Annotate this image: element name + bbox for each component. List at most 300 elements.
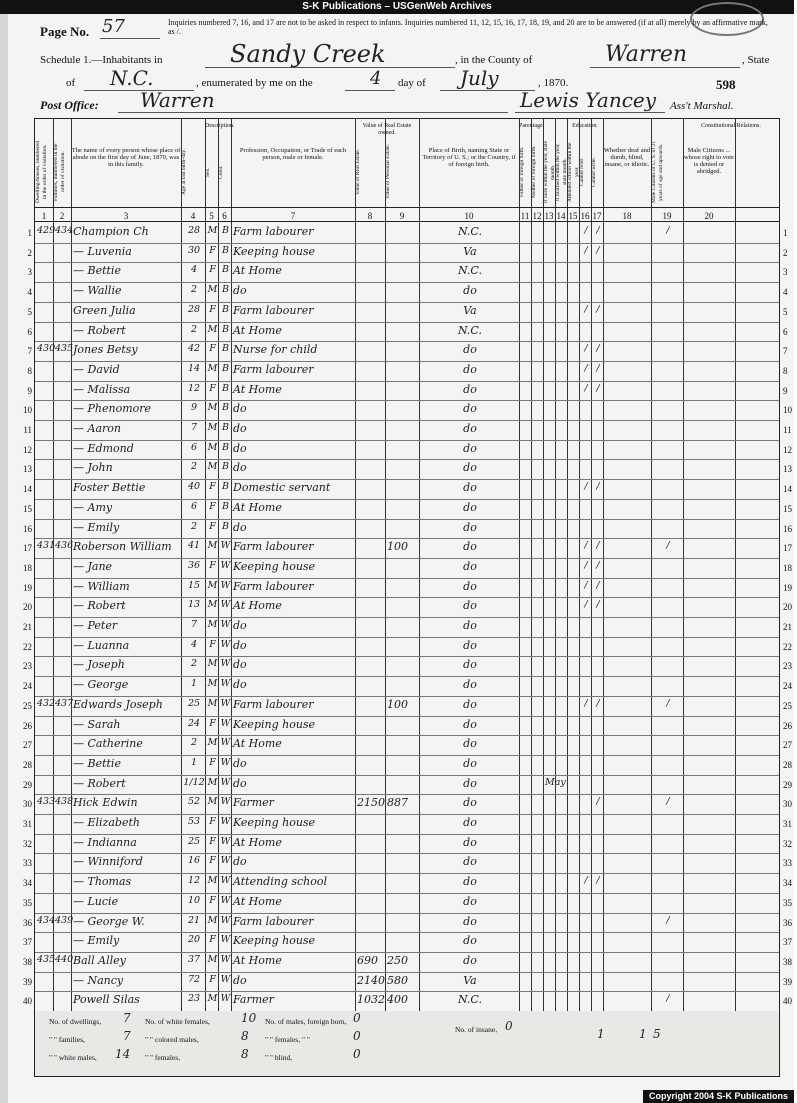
cell-name: Ball Alley (73, 953, 126, 967)
schedule-label: Schedule 1.—Inhabitants in (40, 54, 163, 66)
line-number: 25 (23, 700, 32, 711)
row-rule (35, 578, 779, 579)
line-number: 17 (23, 543, 32, 554)
cell-color: W (220, 737, 231, 749)
insane-count: 0 (505, 1019, 513, 1033)
cell-w: / (596, 559, 600, 571)
column-header-1: Dwelling-houses, numbered in the order of visitation. (35, 141, 48, 204)
cell-r: / (584, 599, 588, 611)
line-number-right: 34 (783, 878, 792, 889)
cell-occ: Keeping house (233, 559, 316, 573)
cell-color: W (220, 875, 231, 887)
colored-males-label: " " colored males, (145, 1035, 199, 1044)
cell-occ: do (233, 520, 247, 534)
cell-occ: Farm labourer (233, 303, 314, 317)
line-number-right: 2 (783, 247, 788, 258)
row-rule (35, 972, 779, 973)
cell-name: — Malissa (73, 382, 131, 396)
line-number-right: 22 (783, 641, 792, 652)
cell-occ: Keeping house (233, 934, 316, 948)
cell-color: B (222, 343, 229, 355)
line-number: 1 (27, 228, 32, 238)
white-females-count: 10 (241, 1011, 257, 1025)
cell-d: 433 (37, 796, 56, 808)
line-number-right: 19 (783, 582, 792, 593)
line-number-right: 16 (783, 523, 792, 534)
line-number-right: 15 (783, 503, 792, 514)
cell-occ: do (233, 402, 247, 416)
cell-age: 4 (190, 264, 198, 276)
column-header-2: Families, numbered in the order of visitation. (53, 143, 66, 201)
cell-re: 2150 (357, 796, 385, 810)
cell-name: — Luanna (73, 638, 130, 652)
column-divider (555, 119, 556, 1011)
row-rule (35, 755, 779, 756)
cell-color: B (222, 264, 229, 276)
cell-occ: Domestic servant (233, 481, 331, 495)
colored-females-label: " " females, (145, 1053, 181, 1062)
cell-color: W (220, 697, 231, 709)
row-rule (35, 932, 779, 933)
cell-c19: / (666, 993, 670, 1005)
line-number: 19 (23, 582, 32, 593)
cell-pe: 580 (387, 973, 408, 987)
column-number-16: 16 (580, 211, 590, 221)
cell-color: B (222, 303, 229, 315)
row-rule (35, 499, 779, 500)
column-divider (567, 119, 568, 1011)
cell-sex: F (209, 717, 216, 729)
cell-color: W (220, 914, 231, 926)
cell-birth: do (463, 855, 477, 869)
cell-sex: F (209, 973, 216, 985)
foreign-females-count: 0 (353, 1029, 361, 1043)
day-of-label: day of (398, 77, 426, 89)
row-rule (35, 893, 779, 894)
cell-name: Champion Ch (73, 225, 149, 238)
cell-birth: do (463, 894, 477, 908)
cell-birth: do (463, 520, 477, 534)
cell-occ: do (233, 638, 247, 652)
column-number-6: 6 (222, 211, 227, 221)
cell-color: B (222, 284, 229, 296)
cell-age: 30 (187, 244, 201, 256)
line-number-right: 14 (783, 484, 792, 495)
cell-name: — Luvenia (73, 244, 132, 258)
cell-w: / (596, 540, 600, 552)
cell-color: W (220, 638, 231, 650)
row-rule (35, 834, 779, 835)
row-rule (35, 794, 779, 795)
column-header-17: Cannot write. (591, 157, 597, 187)
column-header-10: Place of Birth, naming State or Territory of U. S.; or the Country, if of foreign birth. (422, 147, 516, 168)
row-rule (35, 538, 779, 539)
column-divider (419, 119, 420, 1011)
row-rule (35, 814, 779, 815)
cell-color: W (220, 540, 231, 552)
cell-name: — Thomas (73, 875, 132, 889)
cell-f: 440 (55, 953, 74, 965)
column-number-5: 5 (209, 211, 214, 221)
cell-color: B (222, 422, 229, 433)
line-number-right: 29 (783, 779, 792, 790)
cell-name: — David (73, 362, 120, 376)
column-number-8: 8 (367, 211, 373, 221)
summary-band (35, 1011, 779, 1076)
cell-occ: Keeping house (233, 244, 316, 258)
column-divider (603, 119, 604, 1011)
column-header-5: Sex. (205, 167, 211, 177)
foreign-females-label: " " females, " " (265, 1035, 310, 1044)
line-number-right: 6 (783, 326, 788, 337)
cell-birth: do (463, 284, 477, 298)
line-number: 22 (23, 641, 32, 652)
line-number: 31 (23, 819, 32, 829)
cell-age: 2 (190, 461, 198, 473)
column-number-13: 13 (544, 211, 554, 221)
row-rule (35, 420, 779, 421)
page-label: Page No. (40, 24, 90, 39)
header-rule (35, 207, 779, 208)
row-rule (35, 676, 779, 677)
enumeration-month: July (460, 66, 499, 90)
cell-birth: do (463, 737, 477, 751)
cell-name: — William (73, 579, 130, 593)
cell-birth: do (463, 343, 477, 357)
cell-pe: 250 (387, 953, 408, 967)
column-divider (651, 119, 652, 1011)
cell-color: W (220, 953, 231, 965)
copyright-notice: Copyright 2004 S-K Publications (643, 1090, 794, 1103)
line-number: 15 (23, 503, 32, 514)
post-office-label: Post Office: (40, 98, 99, 112)
cell-name: — Jane (73, 559, 113, 573)
cell-sex: M (207, 697, 218, 709)
cell-birth: do (463, 402, 477, 416)
cell-sex: F (209, 934, 216, 946)
cell-name: — Robert (73, 776, 126, 790)
cell-age: 23 (187, 993, 201, 1005)
column-divider (591, 119, 592, 1011)
cell-age: 52 (187, 796, 201, 808)
column-divider (519, 119, 520, 1011)
cell-occ: Farm labourer (233, 225, 314, 238)
archive-banner: S-K Publications – USGenWeb Archives (0, 0, 794, 14)
line-number-right: 3 (783, 267, 788, 278)
line-number: 2 (27, 247, 32, 258)
cell-name: — Peter (73, 619, 118, 632)
row-rule (35, 656, 779, 657)
cell-f: 436 (55, 540, 74, 552)
column-header-19: Male Citizens of U. S. of 21 years of age and upwards. (651, 140, 664, 204)
school-count: 1 (597, 1027, 605, 1041)
blind-count: 0 (353, 1047, 361, 1061)
cell-r: / (584, 697, 588, 709)
cell-birth: do (463, 934, 477, 948)
cell-sex: F (209, 559, 216, 571)
cell-mo: May (545, 776, 566, 788)
cell-sex: M (207, 599, 218, 611)
cell-c19: / (666, 697, 670, 709)
cell-sex: M (207, 737, 218, 749)
column-divider (735, 119, 736, 1011)
cell-name: Hick Edwin (73, 796, 138, 810)
cell-age: 36 (187, 559, 201, 571)
cell-name: Roberson William (73, 540, 172, 554)
column-number-15: 15 (568, 211, 578, 221)
cell-age: 41 (187, 540, 201, 552)
cell-birth: do (463, 441, 477, 455)
cell-c19: / (666, 540, 670, 552)
line-number: 23 (23, 661, 32, 672)
cell-birth: do (463, 422, 477, 435)
census-table (23, 118, 792, 1077)
cell-r: / (584, 559, 588, 571)
line-number-right: 24 (783, 681, 792, 692)
column-header-9: Value of Personal Estate. (385, 144, 391, 200)
cell-birth: do (463, 481, 477, 495)
group-header: Parentage. (519, 123, 545, 129)
cell-age: 42 (187, 343, 201, 355)
cell-r: / (584, 579, 588, 591)
line-number: 32 (23, 838, 32, 849)
white-males-count: 14 (115, 1047, 131, 1061)
line-number-right: 38 (783, 956, 792, 967)
white-males-label: " " white males, (49, 1053, 97, 1062)
cell-birth: do (463, 461, 477, 475)
column-divider (385, 119, 386, 1011)
column-divider (181, 119, 182, 1011)
colored-males-count: 8 (241, 1029, 249, 1043)
cell-sex: F (209, 520, 216, 532)
cell-age: 12 (187, 875, 201, 887)
cell-age: 7 (190, 619, 198, 630)
cell-birth: do (463, 540, 477, 554)
cell-sex: F (209, 638, 216, 650)
group-header: Education. (572, 123, 598, 129)
cell-color: W (220, 559, 231, 571)
cell-age: 1 (190, 756, 198, 768)
line-number: 12 (23, 444, 32, 455)
cell-occ: Farmer (233, 796, 274, 810)
cell-w: / (596, 875, 600, 887)
line-number-right: 28 (783, 759, 792, 770)
marshal-label: Ass't Marshal. (670, 100, 734, 112)
row-rule (35, 558, 779, 559)
row-rule (35, 459, 779, 460)
line-number-right: 35 (783, 897, 792, 908)
cell-sex: F (209, 855, 216, 867)
line-number: 21 (23, 622, 32, 632)
cell-w: / (596, 579, 600, 591)
cell-age: 12 (187, 382, 201, 394)
cell-c19: / (666, 796, 670, 808)
cell-d: 435 (37, 953, 56, 965)
cell-name: Powell Silas (73, 993, 140, 1007)
blind-label: " " blind, (265, 1053, 293, 1062)
row-rule (35, 381, 779, 382)
cell-r: / (584, 343, 588, 355)
line-number: 28 (23, 759, 32, 770)
cell-age: 2 (190, 737, 198, 749)
cell-age: 2 (190, 520, 198, 532)
cell-occ: At Home (233, 894, 282, 908)
cell-birth: do (463, 796, 477, 810)
cell-r: / (584, 244, 588, 256)
cell-name: — Indianna (73, 835, 137, 849)
cell-occ: At Home (233, 599, 282, 613)
column-divider (355, 119, 356, 1011)
line-number: 35 (23, 897, 32, 908)
dwellings-label: No. of dwellings, (49, 1017, 102, 1026)
cell-name: — John (73, 461, 113, 475)
cell-name: — Lucie (73, 894, 119, 908)
cell-name: — Robert (73, 599, 126, 613)
line-number-right: 26 (783, 720, 792, 731)
row-rule (35, 479, 779, 480)
cell-f: 434 (55, 225, 74, 236)
cell-color: W (220, 579, 231, 591)
cell-color: W (220, 599, 231, 611)
cell-sex: M (207, 658, 218, 670)
cell-d: 431 (37, 540, 56, 552)
column-number-19: 19 (662, 211, 672, 221)
cell-occ: At Home (233, 264, 282, 278)
cell-occ: At Home (233, 953, 282, 967)
line-number-right: 8 (783, 365, 788, 376)
cell-color: W (220, 619, 231, 630)
cell-name: — Aaron (73, 422, 121, 435)
cell-sex: M (207, 993, 218, 1005)
cell-age: 6 (190, 441, 198, 453)
line-number: 8 (27, 365, 32, 376)
cell-name: — Robert (73, 323, 126, 337)
foreign-males-count: 0 (353, 1011, 361, 1025)
column-divider (218, 119, 219, 1011)
cell-sex: M (207, 540, 218, 552)
cell-occ: do (233, 776, 247, 790)
cell-birth: N.C. (458, 323, 482, 337)
column-number-17: 17 (592, 211, 602, 221)
row-rule (35, 873, 779, 874)
post-office-name: Warren (140, 88, 215, 112)
header-rule (35, 221, 779, 222)
cell-name: Green Julia (73, 303, 136, 317)
inquiries-note: Inquiries numbered 7, 16, and 17 are not to be asked in respect to infants. Inquiries numbered 11, 12, 15, 16, 17, 18, 19, and 20 are to be answered (if at all) merely by an affirmative mark, as /. (168, 18, 768, 36)
cell-sex: M (207, 402, 218, 414)
cell-age: 9 (190, 402, 198, 414)
column-divider (71, 119, 72, 1011)
cell-name: — Winniford (73, 855, 143, 869)
cell-pe: 400 (387, 993, 408, 1007)
cell-occ: do (233, 756, 247, 770)
column-header-3: The name of every person whose place of abode on the first day of June, 1870, was in this family. (71, 147, 181, 168)
cell-c19: / (666, 225, 670, 236)
cell-birth: do (463, 579, 477, 593)
cell-occ: do (233, 658, 247, 672)
cell-f: 438 (55, 796, 74, 808)
cell-f: 435 (55, 343, 74, 355)
cell-color: W (220, 776, 231, 788)
cell-w: / (596, 244, 600, 256)
cell-color: W (220, 993, 231, 1005)
line-number: 13 (23, 464, 32, 475)
cell-r: / (584, 225, 588, 236)
cell-color: B (222, 441, 229, 453)
cell-sex: M (207, 875, 218, 887)
cell-c19: / (666, 914, 670, 926)
line-number-right: 17 (783, 543, 792, 554)
row-rule (35, 735, 779, 736)
row-rule (35, 853, 779, 854)
row-rule (35, 302, 779, 303)
cell-sex: M (207, 461, 218, 473)
cell-sex: F (209, 303, 216, 315)
column-number-10: 10 (464, 211, 474, 221)
column-number-11: 11 (520, 211, 530, 221)
state-label: , State (742, 54, 770, 66)
cell-occ: Farm labourer (233, 540, 314, 554)
row-rule (35, 519, 779, 520)
line-number: 18 (23, 562, 32, 573)
cell-w: / (596, 362, 600, 374)
column-number-1: 1 (41, 211, 47, 221)
cell-age: 2 (190, 284, 198, 296)
cannot-read-count: 1 (639, 1027, 647, 1041)
cell-occ: do (233, 284, 247, 298)
row-rule (35, 341, 779, 342)
cell-occ: At Home (233, 835, 282, 849)
cell-occ: Farm labourer (233, 697, 314, 711)
cell-birth: do (463, 382, 477, 396)
row-rule (35, 952, 779, 953)
cell-name: — Elizabeth (73, 816, 140, 829)
line-number-right: 39 (783, 976, 792, 987)
cell-birth: do (463, 559, 477, 573)
cell-birth: N.C. (458, 264, 482, 278)
cell-color: B (222, 500, 229, 512)
row-rule (35, 282, 779, 283)
cell-age: 25 (187, 835, 201, 847)
cell-age: 1/12 (183, 776, 205, 788)
cell-sex: M (207, 441, 218, 453)
cell-d: 430 (37, 343, 56, 355)
cell-age: 40 (187, 481, 201, 493)
cell-occ: Farm labourer (233, 914, 314, 928)
line-number-right: 31 (783, 819, 792, 829)
column-header-11: Father of foreign birth. (519, 146, 525, 198)
cell-birth: do (463, 619, 477, 632)
cell-age: 2 (190, 323, 198, 335)
line-number-right: 23 (783, 661, 792, 672)
county-name: Warren (605, 42, 688, 67)
line-number: 6 (27, 326, 32, 337)
cell-age: 25 (187, 697, 201, 709)
line-number-right: 25 (783, 700, 792, 711)
cell-color: W (220, 816, 231, 827)
line-number: 14 (23, 484, 32, 495)
line-number-right: 7 (783, 346, 788, 357)
cell-pe: 100 (387, 697, 408, 711)
column-number-12: 12 (532, 211, 542, 221)
cell-occ: Keeping house (233, 816, 316, 829)
cell-sex: F (209, 264, 216, 276)
line-number: 9 (27, 385, 32, 396)
row-rule (35, 991, 779, 992)
cell-occ: do (233, 855, 247, 869)
cell-color: W (220, 658, 231, 670)
row-rule (35, 361, 779, 362)
